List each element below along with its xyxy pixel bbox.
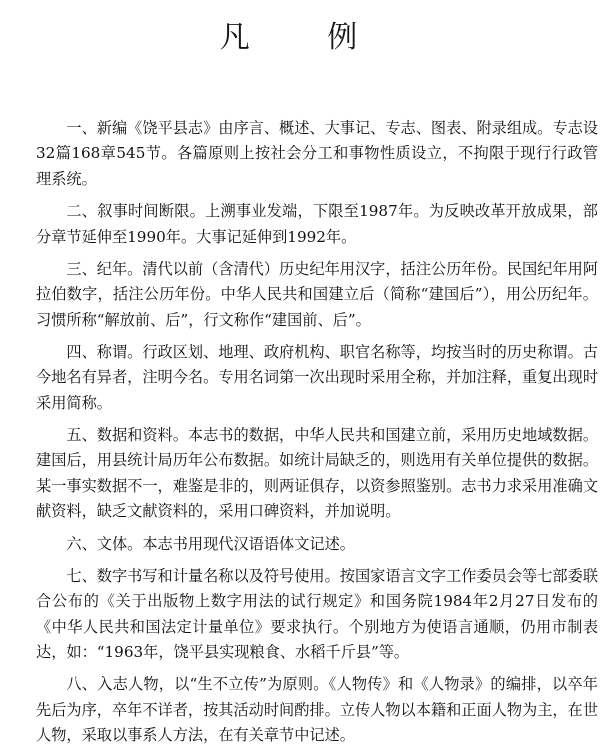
paragraph-8: 八、入志人物，以“生不立传”为原则。《人物传》和《人物录》的编排，以卒年先后为序，卒年不详者，按其活动时间酌排。立传人物以本籍和正面人物为主，在世人物，采取以事系人方法，在有关章节中记述。 <box>36 675 598 745</box>
paragraph-5: 五、数据和资料。本志书的数据，中华人民共和国建立前，采用历史地域数据。建国后，用县统计局历年公布数据。如统计局缺乏的，则选用有关单位提供的数据。某一事实数据不一，难鉴是非的，则两证俱存，以资参照鉴别。志书力求采用准确文献资料，缺乏文献资料的，采用口碑资料，并加说明。 <box>36 426 598 521</box>
document-body <box>36 116 598 755</box>
paragraph-1: 一、新编《饶平县志》由序言、概述、大事记、专志、图表、附录组成。专志设32篇168章545节。各篇原则上按社会分工和事物性质设立，不拘限于现行行政管理系统。 <box>36 119 598 188</box>
paragraph-6: 六、文体。本志书用现代汉语语体文记述。 <box>66 534 355 553</box>
paragraph-2: 二、叙事时间断限。上溯事业发端，下限至1987年。为反映改革开放成果，部分章节延伸至1990年。大事记延伸到1992年。 <box>36 202 598 246</box>
paragraph-4: 四、称谓。行政区划、地理、政府机构、职官名称等，均按当时的历史称谓。古今地名有异者，注明今名。专用名词第一次出现时采用全称，并加注释，重复出现时采用简称。 <box>36 342 598 412</box>
paragraph-3: 三、纪年。清代以前（含清代）历史纪年用汉字，括注公历年份。民国纪年用阿拉伯数字，括注公历年份。中华人民共和国建立后（简称“建国后”），用公历纪年。习惯所称“解放前、后”，行文称作“建国前、后”。 <box>36 259 598 329</box>
page-title: 凡 例 <box>219 20 392 55</box>
paragraph-7: 七、数字书写和计量名称以及符号使用。按国家语言文字工作委员会等七部委联合公布的《关于出版物上数字用法的试行规定》和国务院1984年2月27日发布的《中华人民共和国法定计量单位》要求执行。个别地方为使语言通顺，仍用市制表达，如：“1963年，饶平县实现粮食、水稻千斤县”等。 <box>36 566 598 662</box>
